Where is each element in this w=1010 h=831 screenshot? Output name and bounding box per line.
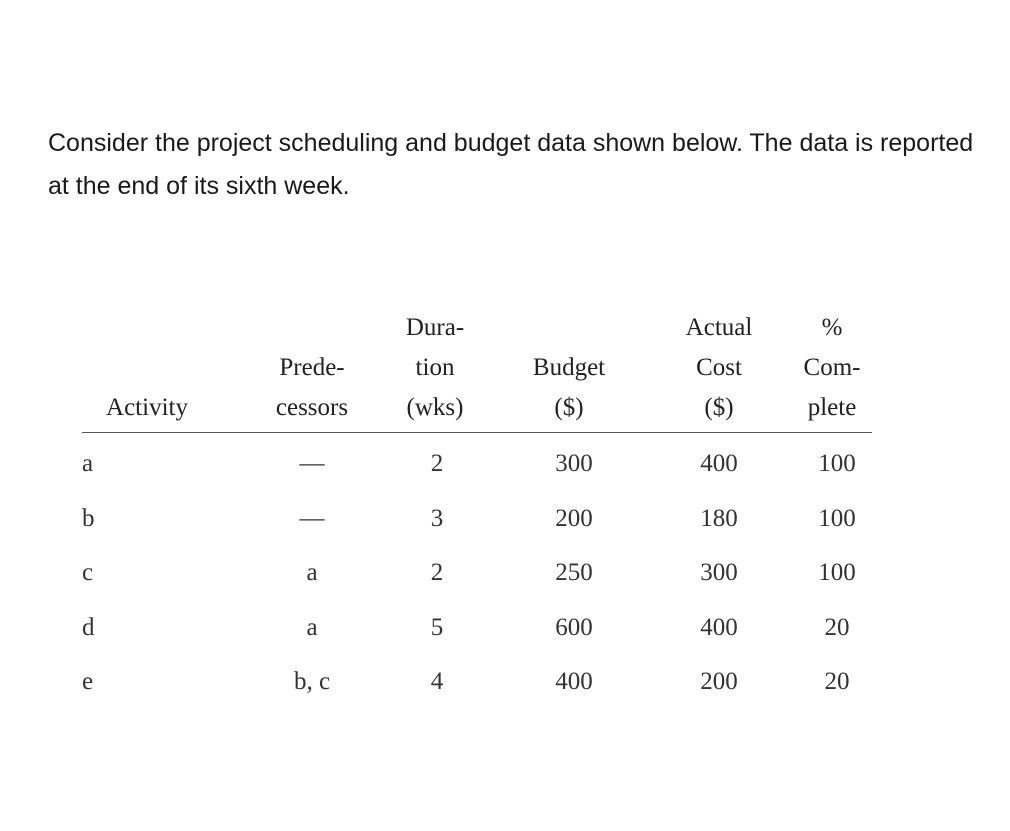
header-budget: Budget ($) bbox=[532, 354, 606, 421]
cell-activity: e bbox=[82, 668, 94, 695]
cell-percent-complete: 20 bbox=[824, 668, 850, 695]
cell-actual-cost: 180 bbox=[700, 505, 738, 532]
cell-percent-complete: 100 bbox=[818, 450, 856, 477]
cell-activity: c bbox=[82, 559, 94, 586]
intro-paragraph: Consider the project scheduling and budget data shown below. The data is reported at the end of its sixth week. bbox=[48, 129, 974, 200]
cell-activity: a bbox=[82, 450, 94, 477]
cell-duration: 5 bbox=[430, 614, 444, 641]
cell-duration: 2 bbox=[430, 559, 444, 586]
cell-predecessors: — bbox=[299, 505, 325, 532]
cell-duration: 4 bbox=[430, 668, 444, 695]
cell-budget: 600 bbox=[555, 614, 593, 641]
cell-predecessors: b, c bbox=[293, 668, 331, 695]
cell-actual-cost: 300 bbox=[700, 559, 738, 586]
header-divider bbox=[82, 432, 872, 433]
cell-duration: 2 bbox=[430, 450, 444, 477]
cell-predecessors: a bbox=[306, 559, 318, 586]
cell-percent-complete: 100 bbox=[818, 559, 856, 586]
cell-actual-cost: 400 bbox=[700, 450, 738, 477]
cell-duration: 3 bbox=[430, 505, 444, 532]
cell-activity: b bbox=[82, 505, 95, 532]
cell-budget: 300 bbox=[555, 450, 593, 477]
cell-percent-complete: 20 bbox=[824, 614, 850, 641]
header-percent-complete: % Com- plete bbox=[803, 314, 861, 421]
header-duration: Dura- tion (wks) bbox=[405, 314, 465, 421]
cell-budget: 200 bbox=[555, 505, 593, 532]
cell-actual-cost: 400 bbox=[700, 614, 738, 641]
cell-activity: d bbox=[82, 614, 95, 641]
header-predecessors: Prede- cessors bbox=[275, 354, 349, 421]
cell-budget: 400 bbox=[555, 668, 593, 695]
cell-predecessors: a bbox=[306, 614, 318, 641]
cell-actual-cost: 200 bbox=[700, 668, 738, 695]
header-activity: Activity bbox=[106, 394, 188, 421]
cell-percent-complete: 100 bbox=[818, 505, 856, 532]
cell-predecessors: — bbox=[299, 450, 325, 477]
header-actual-cost: Actual Cost ($) bbox=[685, 314, 753, 421]
cell-budget: 250 bbox=[555, 559, 593, 586]
